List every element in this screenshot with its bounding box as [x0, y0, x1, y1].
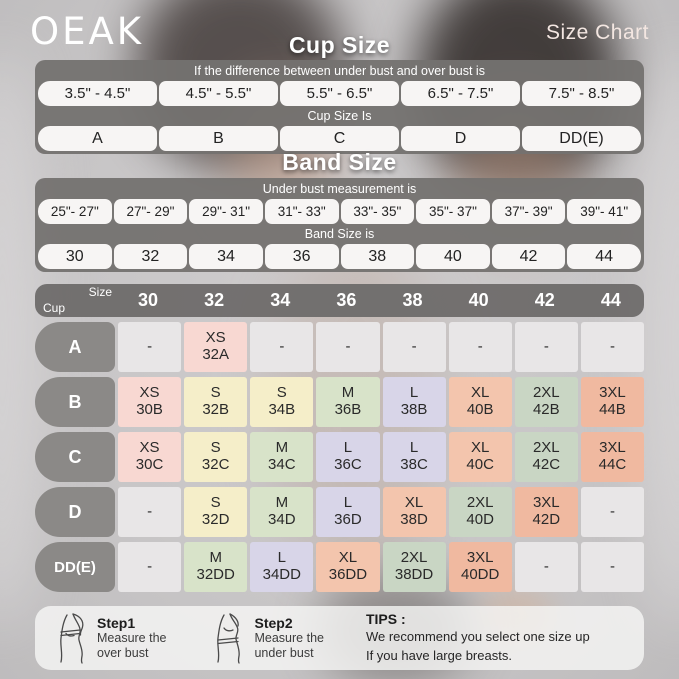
cell-size-label: S: [210, 384, 221, 402]
brand-logo: OEAK: [30, 10, 145, 53]
matrix-row-label: B: [35, 377, 115, 427]
cell-size-code: 40D: [466, 511, 494, 528]
cell-size-code: 32D: [201, 511, 230, 528]
matrix-row-label: D: [35, 487, 115, 537]
cell-size-code: 36DD: [328, 566, 368, 583]
cup-size-section-title: Cup Size: [288, 32, 391, 58]
cell-size-label: 2XL: [400, 549, 428, 567]
matrix-column-header: 40: [468, 290, 489, 310]
cell-size-code: 38D: [400, 511, 428, 528]
matrix-row: [35, 377, 644, 427]
matrix-column-header: 42: [534, 290, 555, 310]
matrix-cell: -: [581, 322, 644, 372]
band-result-label: Band Size is: [304, 227, 375, 241]
matrix-column-header: 34: [270, 290, 291, 310]
matrix-cell: [383, 542, 446, 592]
cup-range-cell: 4.5" - 5.5": [159, 81, 278, 106]
band-number-cell: 44: [567, 244, 641, 269]
matrix-body: [35, 322, 644, 592]
matrix-column-header: 38: [402, 290, 423, 310]
matrix-cell: -: [118, 487, 181, 537]
tips-line2: If you have large breasts.: [365, 648, 512, 663]
cell-size-label: XS: [139, 439, 160, 457]
matrix-cell: [515, 377, 578, 427]
page-title: Size Chart: [545, 21, 649, 44]
matrix-cell: [184, 377, 247, 427]
cell-size-label: S: [210, 494, 221, 512]
cell-size-code: 32C: [201, 456, 230, 473]
matrix-cell: [515, 487, 578, 537]
cell-size-code: 38DD: [394, 566, 434, 583]
cell-size-label: XL: [471, 439, 490, 457]
cell-size-label: XS: [205, 329, 226, 347]
step1-text: [97, 615, 166, 661]
matrix-cell: -: [118, 542, 181, 592]
cell-size-label: L: [409, 384, 419, 402]
cell-size-code: 32DD: [196, 566, 235, 583]
matrix-cell: [184, 432, 247, 482]
matrix-cell: [383, 487, 446, 537]
matrix-row: [35, 432, 644, 482]
cup-letter-cell: B: [159, 126, 278, 151]
matrix-cell: -: [515, 542, 578, 592]
cell-size-code: 40DD: [461, 566, 500, 583]
matrix-cell: [316, 487, 379, 537]
cell-size-label: 3XL: [466, 549, 494, 567]
cup-condition-label: If the difference between under bust and over bust is: [194, 64, 485, 78]
matrix-row: [35, 487, 644, 537]
matrix-cell: [184, 322, 247, 372]
step2-line2: under bust: [254, 646, 314, 660]
matrix-cell: [515, 432, 578, 482]
cell-size-code: 38B: [400, 401, 428, 418]
matrix-cell: [449, 377, 512, 427]
matrix-cell: -: [316, 322, 379, 372]
cell-size-label: XL: [338, 549, 358, 567]
band-number-cell: 42: [492, 244, 566, 269]
matrix-cell: -: [118, 322, 181, 372]
step1-line2: over bust: [97, 646, 149, 660]
cup-size-table: [35, 60, 644, 154]
cell-size-label: L: [277, 549, 286, 567]
cell-size-code: 40B: [466, 401, 494, 418]
band-range-cell: 35"- 37": [416, 199, 490, 224]
cup-letter-cell: C: [280, 126, 399, 151]
band-range-cell: 37"- 39": [492, 199, 566, 224]
cell-size-label: XL: [471, 384, 490, 402]
matrix-column-header: 44: [600, 290, 621, 310]
cell-size-label: L: [409, 439, 419, 457]
band-range-cell: 39"- 41": [567, 199, 641, 224]
cup-range-cell: 3.5" - 4.5": [38, 81, 157, 106]
cell-size-code: 34DD: [262, 566, 301, 583]
cell-size-label: M: [275, 439, 289, 457]
matrix-cell: [449, 487, 512, 537]
cup-letter-cell: DD(E): [522, 126, 641, 151]
cell-size-code: 42C: [532, 456, 561, 473]
cell-size-label: 3XL: [599, 384, 626, 402]
matrix-cell: [250, 432, 313, 482]
cup-result-label: Cup Size Is: [307, 109, 372, 123]
cell-size-code: 32A: [202, 346, 230, 363]
band-number-cell: 38: [341, 244, 415, 269]
cell-size-code: 30C: [135, 456, 164, 473]
cell-size-code: 36B: [334, 401, 362, 418]
matrix-cell: [581, 432, 644, 482]
corner-size-label: Size: [88, 285, 112, 299]
matrix-row: [35, 322, 644, 372]
corner-cup-label: Cup: [43, 301, 66, 315]
tips-block: [366, 611, 590, 666]
measure-under-bust-icon: [210, 612, 246, 664]
step2-line1: Measure the: [254, 631, 324, 646]
matrix-cell: -: [250, 322, 313, 372]
matrix-cell: -: [449, 322, 512, 372]
cell-size-label: S: [276, 384, 287, 402]
band-range-cell: 25"- 27": [38, 199, 112, 224]
cup-range-cell: 5.5" - 6.5": [280, 81, 399, 106]
tips-line1: We recommend you select one size up: [365, 628, 590, 644]
cell-size-label: 3XL: [599, 439, 626, 457]
cell-size-label: XS: [139, 384, 160, 402]
cell-size-code: 34C: [268, 456, 296, 473]
cell-size-label: XL: [404, 494, 424, 512]
matrix-cell: [316, 432, 379, 482]
cup-letter-cell: D: [401, 126, 520, 151]
matrix-corner-cell: [35, 284, 115, 317]
band-number-cell: 40: [416, 244, 490, 269]
matrix-cell: [250, 487, 313, 537]
band-range-cell: 29"- 31": [189, 199, 263, 224]
band-size-table: [35, 178, 644, 272]
cell-size-label: M: [341, 384, 355, 402]
cup-range-cell: 6.5" - 7.5": [401, 81, 520, 106]
matrix-cell: -: [515, 322, 578, 372]
matrix-column-header: 36: [336, 290, 357, 310]
cell-size-code: 42D: [532, 511, 561, 528]
step1-line1: Measure the: [97, 631, 167, 646]
matrix-cell: [316, 542, 379, 592]
band-range-row: [38, 199, 641, 224]
band-number-cell: 34: [189, 244, 263, 269]
band-range-cell: 33"- 35": [341, 199, 415, 224]
band-condition-label: Under bust measurement is: [262, 182, 417, 196]
cell-size-label: 2XL: [532, 439, 560, 457]
matrix-column-header: 30: [138, 290, 159, 310]
matrix-cell: [449, 432, 512, 482]
matrix-row: [35, 542, 644, 592]
cell-size-code: 44C: [598, 456, 627, 473]
cell-size-code: 44B: [599, 401, 626, 418]
matrix-row-label: DD(E): [35, 542, 115, 592]
tips-title: TIPS :: [365, 610, 406, 627]
cell-size-code: 36C: [334, 456, 362, 473]
cell-size-label: 3XL: [532, 494, 560, 512]
matrix-cell: [184, 487, 247, 537]
band-range-cell: 31"- 33": [265, 199, 339, 224]
matrix-cell: [184, 542, 247, 592]
cup-range-row: [38, 81, 641, 106]
cell-size-code: 34B: [268, 401, 296, 418]
matrix-row-label: A: [35, 322, 115, 372]
band-number-cell: 36: [265, 244, 339, 269]
cup-letter-cell: A: [38, 126, 157, 151]
cell-size-code: 32B: [202, 401, 230, 418]
cell-size-code: 40C: [466, 456, 494, 473]
matrix-cell: [383, 432, 446, 482]
band-number-row: [38, 244, 641, 269]
matrix-cell: [118, 432, 181, 482]
step2-title: Step2: [254, 615, 293, 632]
cup-letter-row: [38, 126, 641, 151]
matrix-cell: -: [383, 322, 446, 372]
cell-size-label: 2XL: [532, 384, 560, 402]
matrix-cell: [316, 377, 379, 427]
step1-title: Step1: [97, 615, 136, 632]
measure-over-bust-icon: [53, 612, 89, 664]
matrix-header-bar: [35, 284, 644, 317]
step2-text: [254, 615, 323, 661]
band-size-section-title: Band Size: [282, 149, 397, 175]
matrix-cell: -: [581, 487, 644, 537]
matrix-cell: [118, 377, 181, 427]
matrix-row-label: C: [35, 432, 115, 482]
band-number-cell: 30: [38, 244, 112, 269]
matrix-cell: [581, 377, 644, 427]
cell-size-code: 42B: [532, 401, 560, 418]
matrix-cell: [250, 542, 313, 592]
matrix-column-header: 32: [204, 290, 225, 310]
cell-size-label: M: [275, 494, 289, 512]
measuring-guide-panel: [35, 606, 644, 670]
matrix-cell: [383, 377, 446, 427]
cup-range-cell: 7.5" - 8.5": [522, 81, 641, 106]
cell-size-label: 2XL: [466, 494, 494, 512]
matrix-cell: [449, 542, 512, 592]
cell-size-label: L: [343, 439, 353, 457]
cell-size-label: L: [343, 494, 353, 512]
cell-size-code: 34D: [268, 511, 296, 528]
cell-size-label: M: [209, 549, 222, 567]
cell-size-code: 38C: [400, 456, 428, 473]
band-number-cell: 32: [114, 244, 188, 269]
band-range-cell: 27"- 29": [114, 199, 188, 224]
cell-size-label: S: [210, 439, 221, 457]
matrix-cell: -: [581, 542, 644, 592]
matrix-cell: [250, 377, 313, 427]
cell-size-code: 36D: [334, 511, 362, 528]
cell-size-code: 30B: [136, 401, 163, 418]
